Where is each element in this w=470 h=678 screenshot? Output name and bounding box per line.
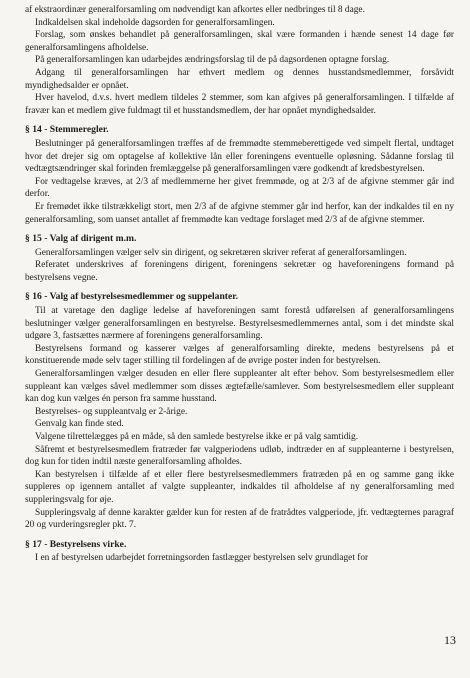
body-paragraph: I en af bestyrelsen udarbejdet forretningsorden fastlægger bestyrelsen selv grundlaget for bbox=[35, 553, 369, 564]
body-paragraph: Kan bestyrelsen i tilfælde af et eller flere bestyrelsesmedlemmers fratræden på en og samme gang ikke suppleres op igennem antallet af valgte suppleanter, indkaldes til afholdelse af ny generalforsamling med suppleringsvalg for øje. bbox=[25, 469, 454, 505]
body-paragraph: Beslutninger på generalforsamlingen træffes af de fremmødte stemmeberettigede ved simpelt flertal, undtaget hvor det drejer sig om optagelse af kollektive lån eller foreningens eventuelle opløsning. Sådanne forslag til vedtægtsændringer skal forinden fremlæggelse på generalforsamlingen være godkendt af kredsbestyrelsen. bbox=[25, 138, 454, 175]
body-paragraph: Suppleringsvalg af denne karakter gælder kun for resten af de fratrådtes valgperiode, jfr. vedtægternes paragraf 20 og vurderingsregler pkt. 7. bbox=[25, 507, 454, 531]
section-heading: § 14 - Stemmeregler. bbox=[25, 124, 109, 136]
body-paragraph: Generalforsamlingen vælger selv sin dirigent, og sekretæren skriver referat af generalforsamlingen. bbox=[35, 247, 407, 258]
body-paragraph: af ekstraordinær generalforsamling om nødvendigt kan afkortes eller nedbringes til 8 dage. bbox=[25, 5, 365, 15]
body-paragraph: Indkaldelsen skal indeholde dagsorden for generalforsamlingen. bbox=[35, 17, 275, 28]
body-paragraph: Til at varetage den daglige ledelse af haveforeningen samt forestå udførelsen af generalforsamlingens beslutninger vælger generalforsamlingen en bestyrelse. Bestyrelsesmedlemmernes antal, som i det mindste skal udgøre 3, fastsættes nærmere af foreningens generalforsamling. bbox=[25, 306, 454, 342]
section-heading: § 17 - Bestyrelsens virke. bbox=[25, 538, 127, 550]
body-paragraph: Adgang til generalforsamlingen har ethvert medlem og dennes husstandsmedlemmer, forsåvidt myndighedsalder er opnået. bbox=[25, 67, 454, 91]
section-heading: § 15 - Valg af dirigent m.m. bbox=[25, 233, 137, 245]
body-paragraph: Forslag, som ønskes behandlet på generalforsamlingen, skal være formanden i hænde senest 14 dage før generalforsamlingens afholdelse. bbox=[25, 30, 454, 53]
document-body bbox=[25, 4, 454, 565]
section-heading: § 16 - Valg af bestyrelsesmedlemmer og suppelanter. bbox=[25, 291, 239, 303]
page-number: 13 bbox=[444, 633, 456, 647]
body-paragraph: Referatet underskrives af foreningens dirigent, foreningens sekretær og haveforeningens formand på bestyrelsens vegne. bbox=[25, 260, 454, 283]
body-paragraph: Hver havelod, d.v.s. hvert medlem tildeles 2 stemmer, som kan afgives på generalforsamlingen. I tilfælde af fravær kan et medlem give fuldmagt til et husstandsmedlem, der har opnået myndighedsalder. bbox=[25, 93, 454, 116]
body-paragraph: Såfremt et bestyrelsesmedlem fratræder før valgperiodens udløb, indtræder en af suppleanterne i bestyrelsen, dog kun for tiden indtil næste generalforsamling afholdes. bbox=[25, 444, 454, 468]
body-paragraph: Genvalg kan finde sted. bbox=[35, 419, 124, 430]
body-paragraph: For vedtagelse kræves, at 2/3 af medlemmerne her givet fremmøde, og at 2/3 af de afgivne stemmer går ind derfor. bbox=[25, 176, 454, 200]
body-paragraph: Bestyrelses- og suppleantvalg er 2-årige. bbox=[35, 406, 188, 417]
body-paragraph: Er fremødet ikke tilstrækkeligt stort, men 2/3 af de afgivne stemmer går ind herfor, kan der indkaldes til en ny generalforsamling, som uanset antallet af fremmødte kan vedtage forslaget med 2/3 af de afgivne stemmer. bbox=[25, 201, 454, 225]
body-paragraph: Bestyrelsens formand og kasserer vælges af generalforsamling direkte, medens bestyrelsens på et konstituerende møde selv tager stilling til fordelingen af de øvrige poster inden for bestyrelsen. bbox=[25, 343, 454, 367]
body-paragraph: Valgene tilrettelægges på en måde, så den samlede bestyrelse ikke er på valg samtidig. bbox=[35, 432, 359, 442]
body-paragraph: Generalforsamlingen vælger desuden en eller flere suppleanter alt efter behov. Som bestyrelsesmedlem eller suppleant kan vælges såvel medlemmer som disses ægtefælle/samlever. Som bestyrelsesmedlem eller suppleant kan dog kun vælges én person fra samme husstand. bbox=[25, 369, 454, 405]
body-paragraph: På generalforsamlingen kan udarbejdes ændringsforslag til de på dagsordenen optagne forslag. bbox=[35, 55, 390, 66]
